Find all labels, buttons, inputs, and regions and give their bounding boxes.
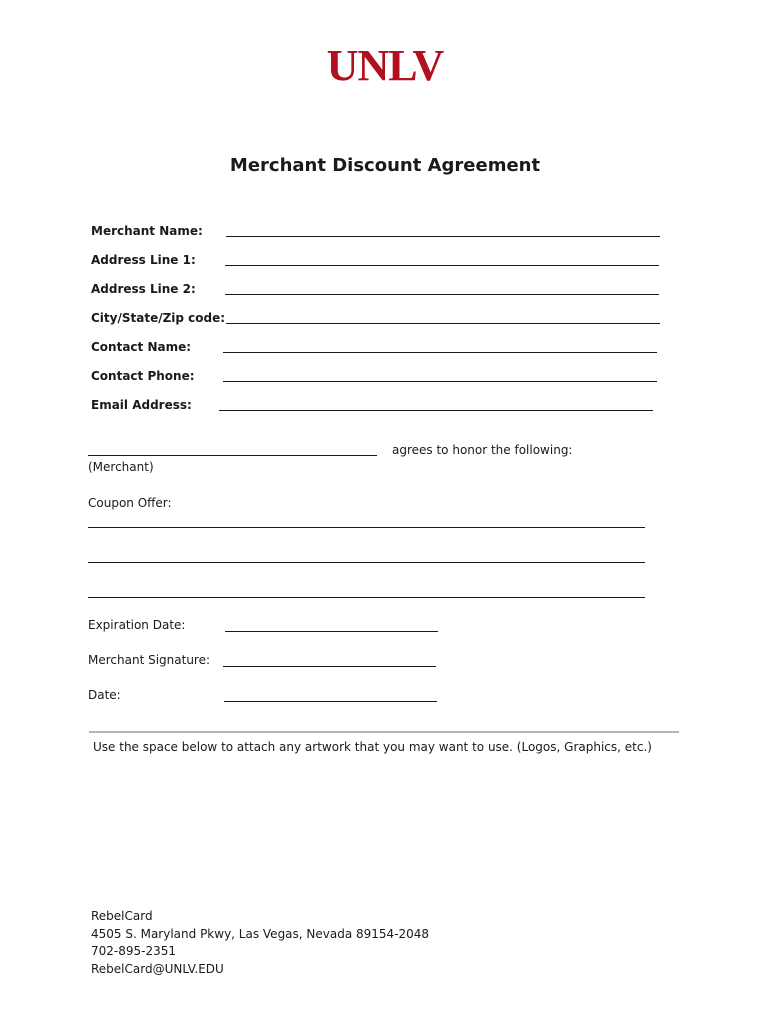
footer-email[interactable]: RebelCard@UNLV.EDU xyxy=(91,961,224,976)
merchant-signature-line[interactable] xyxy=(223,666,436,667)
footer-address: 4505 S. Maryland Pkwy, Las Vegas, Nevada 89154-2048 xyxy=(91,926,430,941)
email-address-line[interactable] xyxy=(219,410,653,411)
page-title: Merchant Discount Agreement xyxy=(229,155,541,176)
expiration-date-label: Expiration Date: xyxy=(88,618,186,632)
field-label: Contact Name: xyxy=(91,340,192,354)
merchant-caption: (Merchant) xyxy=(88,460,154,474)
artwork-note: Use the space below to attach any artwork that you may want to use. (Logos, Graphics, etc.) xyxy=(93,740,652,754)
contact-name-line[interactable] xyxy=(223,352,657,353)
field-label: Address Line 1: xyxy=(91,253,196,267)
expiration-date-line[interactable] xyxy=(225,631,438,632)
address-line-1-line[interactable] xyxy=(225,265,659,266)
contact-phone-line[interactable] xyxy=(223,381,657,382)
footer-org: RebelCard xyxy=(91,909,153,923)
coupon-offer-label: Coupon Offer: xyxy=(88,496,172,510)
merchant-signature-label: Merchant Signature: xyxy=(88,653,211,667)
coupon-offer-line-3[interactable] xyxy=(88,597,645,598)
date-line[interactable] xyxy=(224,701,437,702)
field-label: Contact Phone: xyxy=(91,369,195,383)
footer-phone: 702-895-2351 xyxy=(91,944,177,958)
merchant-name-line[interactable] xyxy=(226,236,660,237)
field-label: Email Address: xyxy=(91,398,192,412)
date-label: Date: xyxy=(88,688,121,702)
field-label: City/State/Zip code: xyxy=(91,311,226,325)
section-divider xyxy=(89,731,679,733)
agrees-text: agrees to honor the following: xyxy=(392,443,573,457)
footer-contact xyxy=(91,908,429,978)
field-label: Merchant Name: xyxy=(91,224,203,238)
coupon-offer-line-2[interactable] xyxy=(88,562,645,563)
city-state-zip-line[interactable] xyxy=(226,323,660,324)
merchant-blank-line[interactable] xyxy=(88,455,377,456)
unlv-logo: UNLV xyxy=(326,41,444,90)
coupon-offer-line-1[interactable] xyxy=(88,527,645,528)
field-label: Address Line 2: xyxy=(91,282,196,296)
address-line-2-line[interactable] xyxy=(225,294,659,295)
